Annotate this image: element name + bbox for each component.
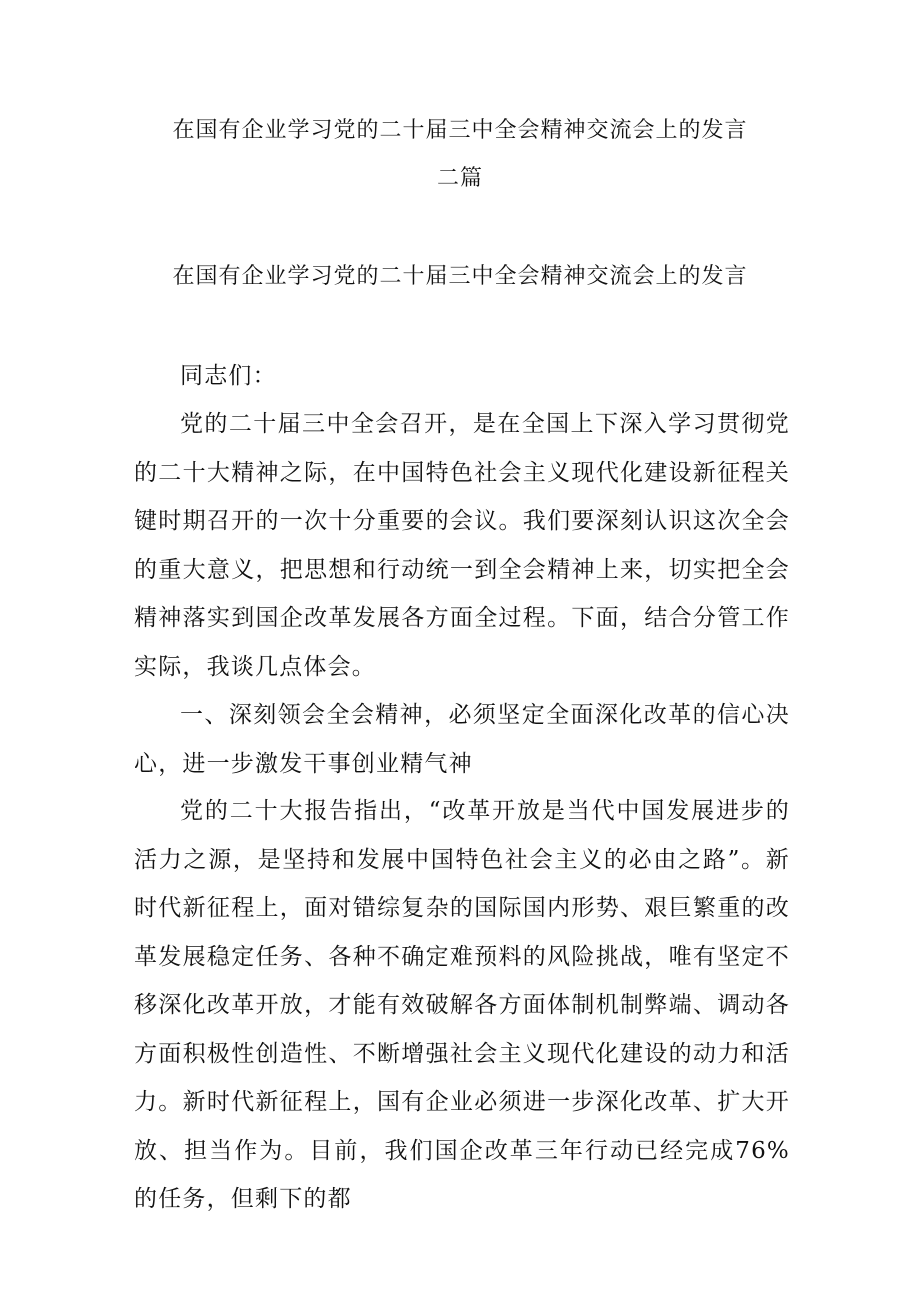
document-subtitle: 在国有企业学习党的二十届三中全会精神交流会上的发言 — [172, 264, 748, 289]
document-title-line-2: 二篇 — [436, 166, 483, 191]
paragraph-intro: 党的二十届三中全会召开，是在全国上下深入学习贯彻党的二十大精神之际，在中国特色社会主义现代化建设新征程关键时期召开的一次十分重要的会议。我们要深刻认识这次全会的重大意义，把思想和行动统一到全会精神上来，切实把全会精神落实到国企改革发展各方面全过程。下面，结合分管工作实际，我谈几点体会。 — [134, 411, 790, 680]
section-heading-1: 一、深刻领会全会精神，必须坚定全面深化改革的信心决心，进一步激发干事创业精气神 — [134, 702, 790, 777]
paragraph-section-1: 党的二十大报告指出，“改革开放是当代中国发展进步的活力之源，是坚持和发展中国特色社会主义的必由之路”。新时代新征程上，面对错综复杂的国际国内形势、艰巨繁重的改革发展稳定任务、各种不确定难预料的风险挑战，唯有坚定不移深化改革开放，才能有效破解各方面体制机制弊端、调动各方面积极性创造性、不断增强社会主义现代化建设的动力和活力。新时代新征程上，国有企业必须进一步深化改革、扩大开放、担当作为。目前，我们国企改革三年行动已经完成76%的任务，但剩下的都 — [134, 798, 790, 1212]
document-title-line-1: 在国有企业学习党的二十届三中全会精神交流会上的发言 — [172, 118, 748, 143]
salutation: 同志们： — [180, 363, 277, 389]
